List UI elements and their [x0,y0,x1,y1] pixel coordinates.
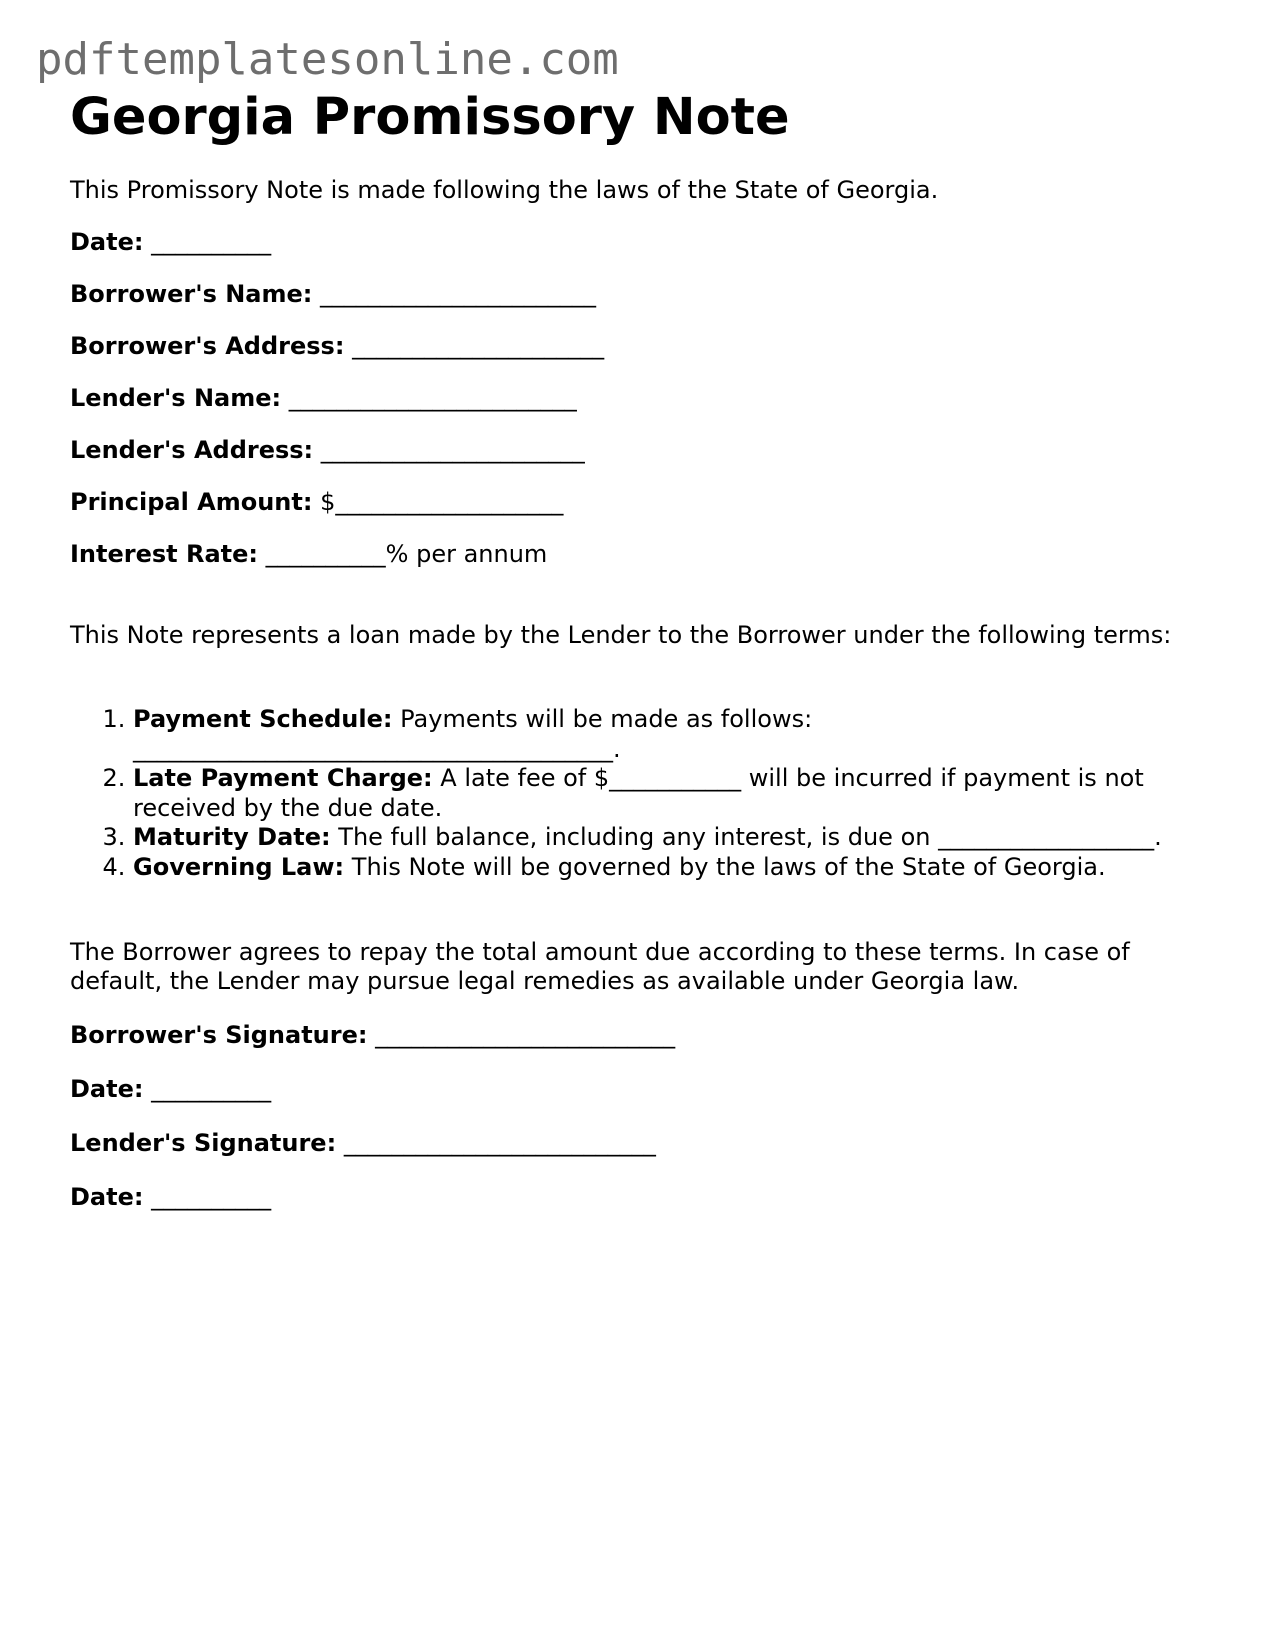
lender-name-field [70,383,577,413]
borrower-signature-field [70,1020,675,1050]
term-heading: Maturity Date: [133,823,331,851]
lender-name-label: Lender's Name: [70,384,282,412]
date-label: Date: [70,228,144,256]
term-heading: Governing Law: [133,852,345,881]
interest-rate-field [70,539,547,569]
interest-rate-suffix: % per annum [385,540,548,568]
lender-name-blank[interactable]: ________________________ [288,384,577,412]
loan-statement: This Note represents a loan made by the Lender to the Borrower under the following terms: [70,621,1172,649]
borrower-address-blank[interactable]: _____________________ [352,332,605,360]
lender-signature-field [70,1128,656,1158]
lender-date-field [70,1182,271,1212]
term-item [133,823,1205,853]
principal-amount-blank[interactable]: $___________________ [320,488,564,516]
lender-date-blank[interactable]: __________ [151,1183,272,1211]
interest-rate-blank[interactable]: __________ [265,540,386,568]
principal-amount-label: Principal Amount: [70,488,313,516]
agreement-text: The Borrower agrees to repay the total amount due according to these terms. In case of default, the Lender may pursue legal remedies as available under Georgia law. [70,938,1130,995]
borrower-date-field [70,1074,271,1104]
term-item [133,705,1205,764]
borrower-date-label: Date: [70,1075,144,1103]
term-item [133,853,1205,883]
term-item [133,764,1205,823]
lender-signature-label: Lender's Signature: [70,1129,337,1157]
term-heading: Late Payment Charge: [133,764,433,792]
term-text: Payments will be made as follows: ________________________________________. [133,705,813,763]
borrower-name-blank[interactable]: _______________________ [320,280,597,308]
borrower-date-blank[interactable]: __________ [151,1075,272,1103]
lender-signature-blank[interactable]: __________________________ [343,1129,656,1157]
term-text: A late fee of $___________ will be incurred if payment is not received by the due date. [133,764,1144,822]
principal-amount-field [70,487,563,517]
borrower-signature-blank[interactable]: _________________________ [375,1021,676,1049]
term-text: The full balance, including any interest, is due on __________________. [338,823,1162,851]
watermark: pdftemplatesonline.com [36,34,619,85]
borrower-name-field [70,279,596,309]
lender-date-label: Date: [70,1183,144,1211]
borrower-name-label: Borrower's Name: [70,280,313,308]
lender-address-blank[interactable]: ______________________ [320,436,585,464]
date-blank[interactable]: __________ [151,228,272,256]
borrower-signature-label: Borrower's Signature: [70,1021,368,1049]
intro-text: This Promissory Note is made following the laws of the State of Georgia. [70,176,939,204]
term-heading: Payment Schedule: [133,705,393,733]
lender-address-label: Lender's Address: [70,436,314,464]
page-title: Georgia Promissory Note [70,88,790,147]
borrower-address-label: Borrower's Address: [70,332,345,360]
lender-address-field [70,435,585,465]
borrower-address-field [70,331,604,361]
term-text: This Note will be governed by the laws of the State of Georgia. [351,852,1106,881]
date-field [70,227,271,257]
terms-list [70,705,1205,882]
interest-rate-label: Interest Rate: [70,540,259,568]
